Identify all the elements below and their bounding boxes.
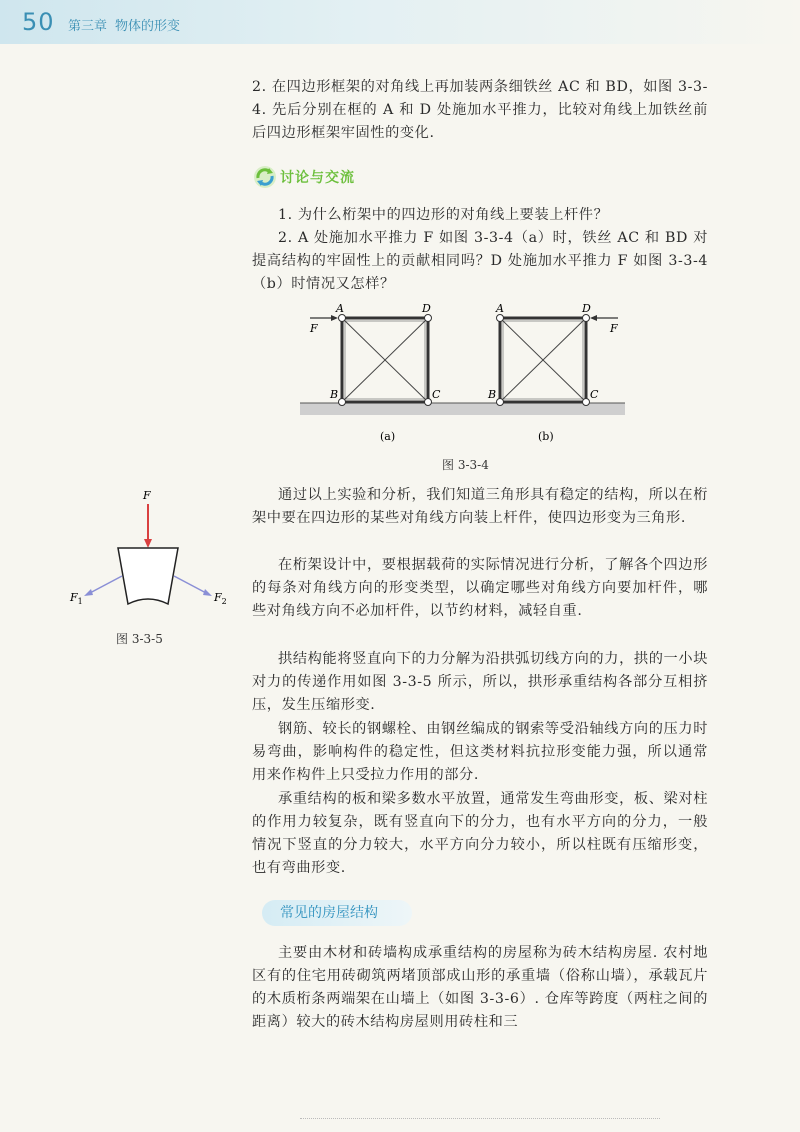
label-force-F2: $F_2$ (214, 591, 227, 606)
chapter-label: 第三章 (68, 19, 108, 34)
figure-3-3-4 (300, 298, 630, 458)
intro-paragraph: 2. 在四边形框架的对角线上再加装两条细铁丝 AC 和 BD，如图 3-3-4. 先后分别在框的 A 和 D 处施加水平推力，比较对角线上加铁丝前后四边形框架牢固性的变化. (252, 79, 708, 141)
discussion-heading (252, 162, 392, 192)
discussion-title: 讨论与交流 (280, 170, 355, 186)
discussion-question-2: 2. A 处施加水平推力 F 如图 3-3-4（a）时，铁丝 AC 和 BD 对提高结构的牢固性上的贡献相同吗？D 处施加水平推力 F 如图 3-3-4（b）时情况又怎样？ (252, 230, 708, 292)
arch-block (118, 548, 178, 604)
discussion-question-1: 1. 为什么桁架中的四边形的对角线上要装上杆件？ (278, 207, 609, 223)
section-title: 常见的房屋结构 (262, 900, 412, 926)
label-b-C: C (590, 388, 599, 401)
label-a-F: F (310, 322, 318, 335)
subcaption-a: (a) (380, 430, 396, 443)
chapter-title: 物体的形变 (115, 19, 181, 34)
label-a-D: D (422, 302, 431, 315)
label-force-F1: $F_1$ (70, 591, 83, 606)
frame-b (487, 302, 618, 406)
body-paragraph-5: 承重结构的板和梁多数水平放置，通常发生弯曲形变，板、梁对柱的作用力较复杂，既有竖直向下的分力，也有水平方向的分力，一般情况下竖直的分力较大，水平方向分力较小，所以柱既有压缩形变，也有弯曲形变. (252, 791, 708, 876)
label-b-F: F (610, 322, 618, 335)
label-b-D: D (582, 302, 591, 315)
discussion-icon (252, 164, 278, 190)
ground-surface (300, 403, 625, 415)
label-a-B: B (330, 388, 339, 401)
figure-3-3-5 (62, 486, 242, 616)
figure-3-3-4-caption: 图 3-3-4 (442, 458, 489, 472)
label-b-A: A (496, 302, 504, 315)
body-paragraph-3: 拱结构能将竖直向下的力分解为沿拱弧切线方向的力，拱的一小块对力的传递作用如图 3-3-5 所示，所以，拱形承重结构各部分互相挤压，发生压缩形变. (252, 651, 708, 713)
page-number: 50 (22, 8, 55, 36)
body-paragraph-4: 钢筋、较长的钢螺栓、由钢丝编成的钢索等受沿轴线方向的压力时易弯曲，影响构件的稳定性，但这类材料抗拉形变能力强，所以通常用来作构件上只受拉力作用的部分. (252, 721, 708, 783)
label-a-C: C (432, 388, 441, 401)
body-paragraph-2: 在桁架设计中，要根据载荷的实际情况进行分析，了解各个四边形的每条对角线方向的形变类型，以确定哪些对角线方向要加杆件，哪些对角线方向不必加杆件，以节约材料，减轻自重. (252, 557, 708, 619)
section-paragraph-1: 主要由木材和砖墙构成承重结构的房屋称为砖木结构房屋. 农村地区有的住宅用砖砌筑两堵顶部成山形的承重墙（俗称山墙），承载瓦片的木质桁条两端架在山墙上（如图 3-3-6）. 仓库等跨度（两柱之间的距离）较大的砖木结构房屋则用砖柱和三 (252, 945, 708, 1030)
subcaption-b: (b) (538, 430, 554, 443)
figure-3-3-5-caption: 图 3-3-5 (116, 632, 163, 646)
frame-a (309, 302, 441, 406)
chapter-heading (68, 15, 188, 34)
label-a-A: A (336, 302, 344, 315)
body-paragraph-1: 通过以上实验和分析，我们知道三角形具有稳定的结构，所以在桁架中要在四边形的某些对角线方向装上杆件，使四边形变为三角形. (252, 487, 708, 526)
page-bottom-line (300, 1118, 660, 1120)
label-b-B: B (488, 388, 497, 401)
label-force-F: F (143, 489, 151, 502)
